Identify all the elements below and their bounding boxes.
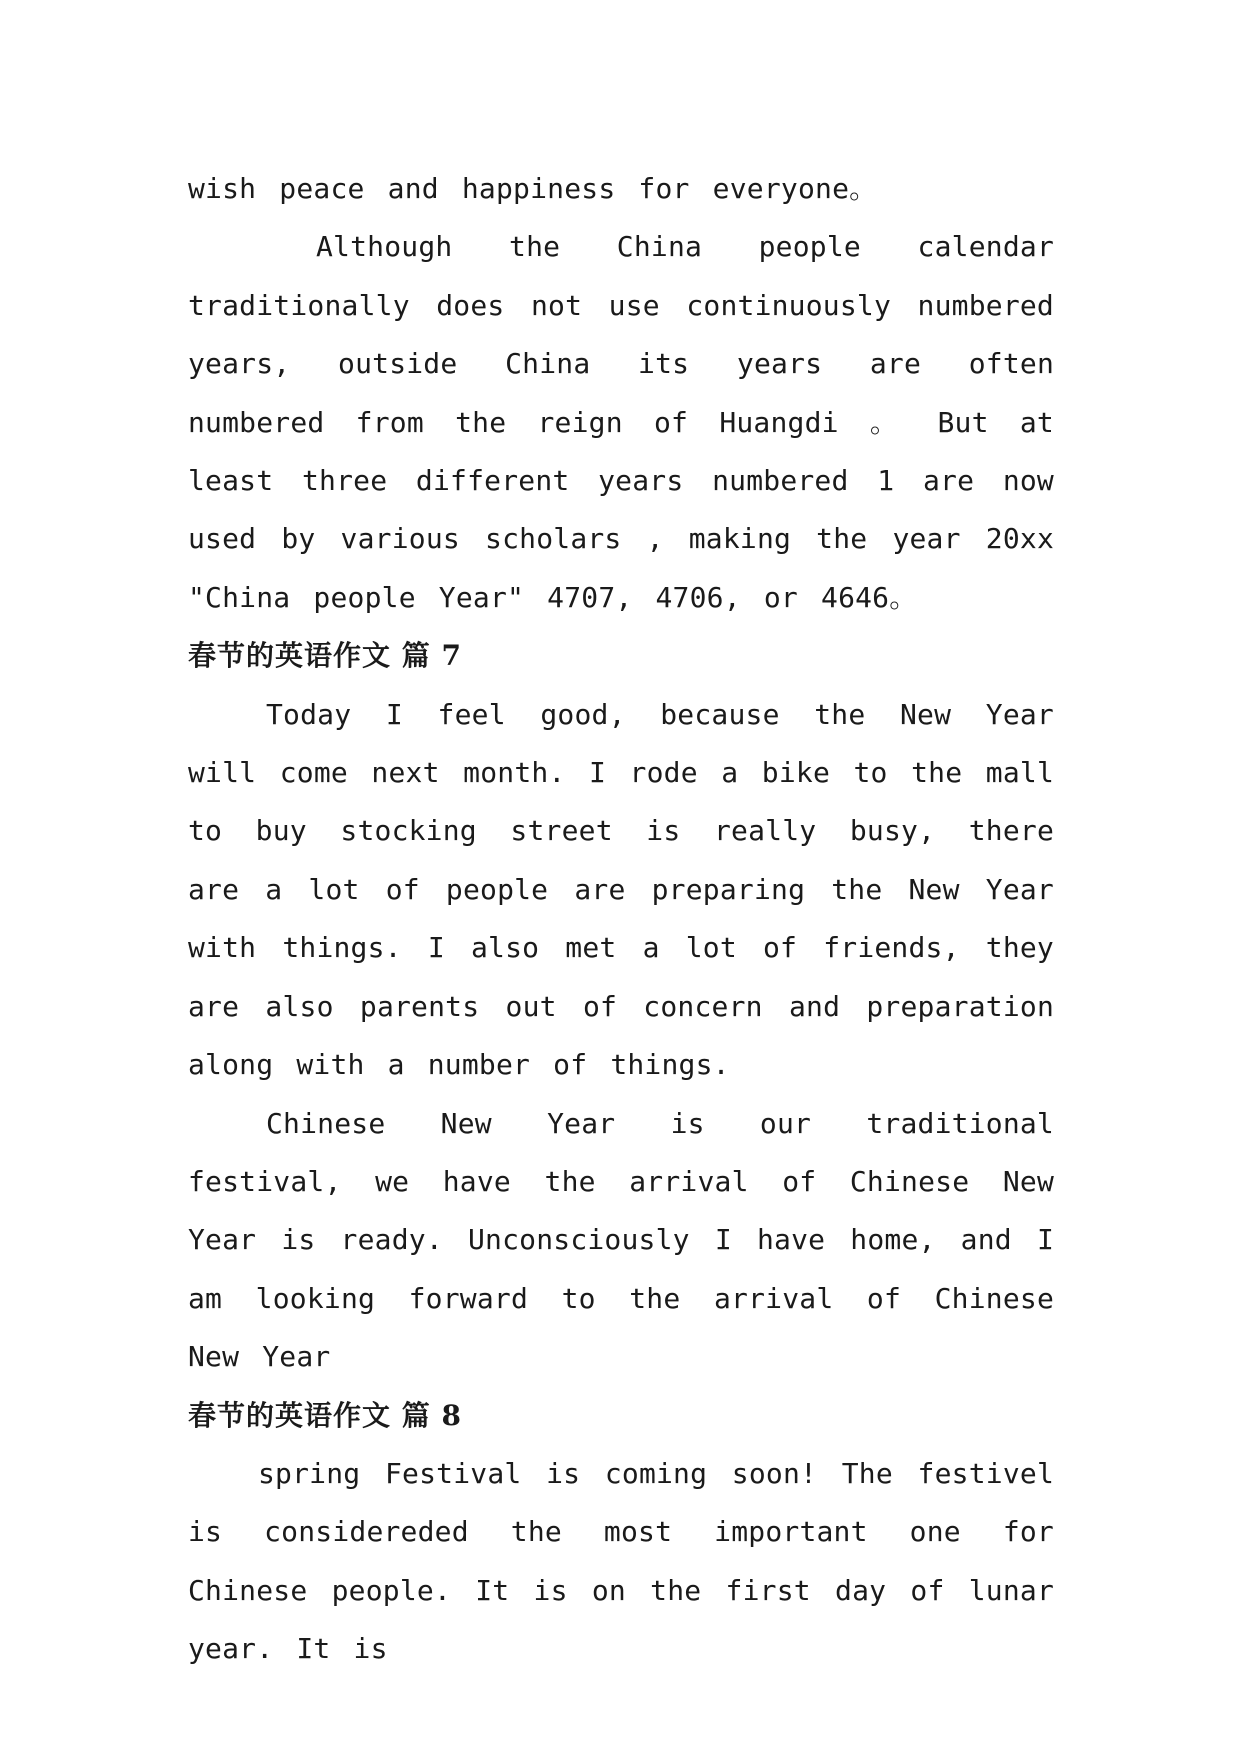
paragraph-intro: wish peace and happiness for everyone。 [188,172,878,205]
document-page [188,160,1054,1679]
paragraph-section8-1: spring Festival is coming soon! The festivel is considereded the most important one for Chinese people. It is on the first day of lunar year. It is [188,1456,1054,1666]
section-heading-8: 春节的英语作文 篇 8 [188,1398,462,1432]
paragraph-section7-2: Chinese New Year is our traditional festival, we have the arrival of Chinese New Year is ready. Unconsciously I have home, and I am looking forward to the arrival of Chinese New Year [188,1106,1054,1374]
section-heading-7: 春节的英语作文 篇 7 [188,639,462,673]
paragraph-section7-1: Today I feel good, because the New Year will come next month. I rode a bike to the mall to buy stocking street is really busy, there are a lot of people are preparing the New Year with things. I also met a lot of friends, they are also parents out of concern and preparation along with a number of things. [188,697,1054,1082]
paragraph-calendar: Although the China people calendar traditionally does not use continuously numbered years, outside China its years are often numbered from the reign of Huangdi 。 But at least three different years numbered 1 are now used by various scholars , making the year 20xx "China people Year" 4707, 4706, or 4646。 [188,230,1054,614]
